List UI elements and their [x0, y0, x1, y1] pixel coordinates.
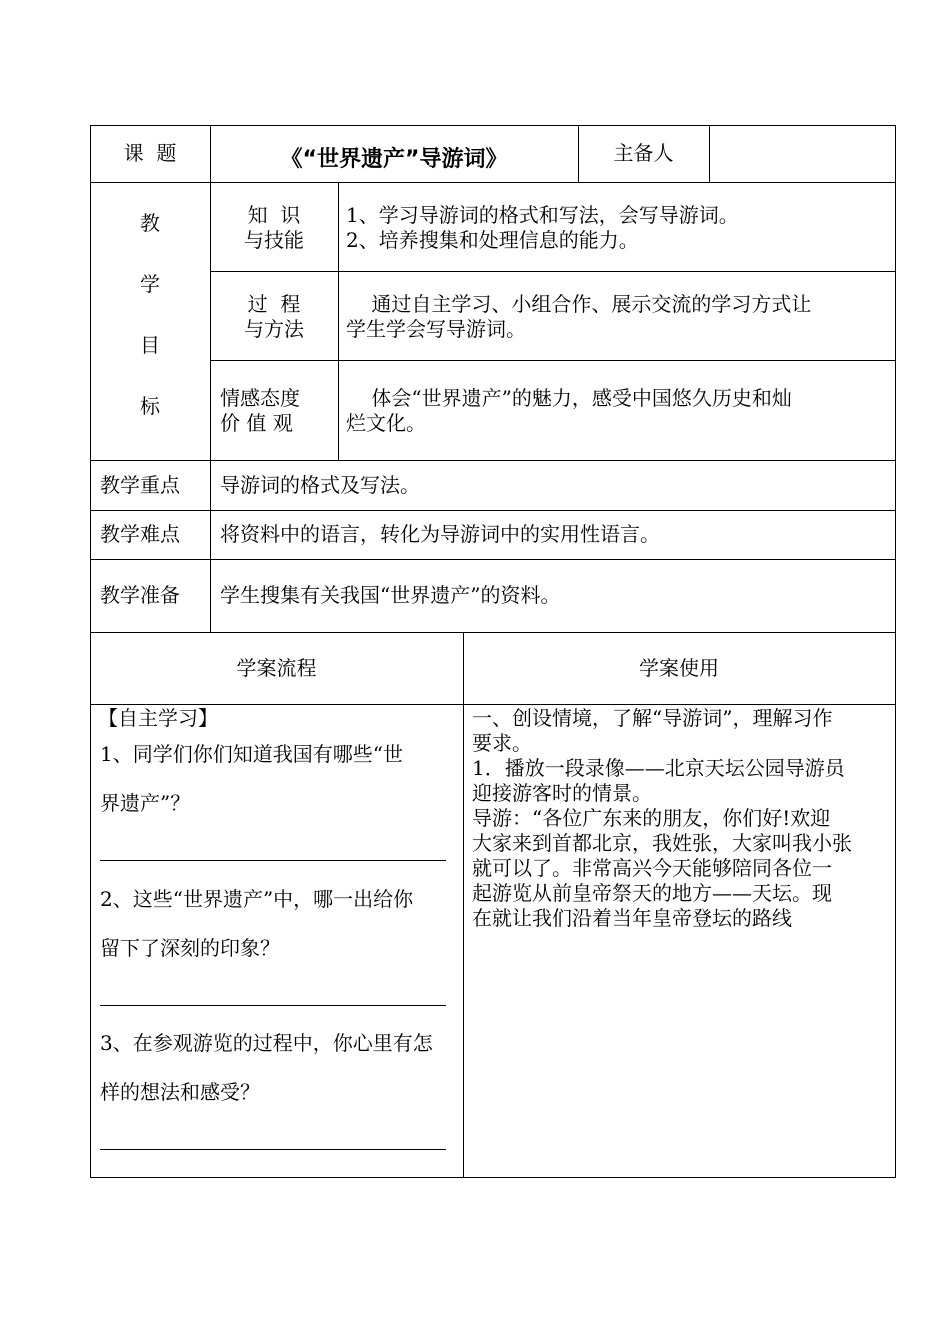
- usage-line-4: 迎接游客时的情景。: [472, 781, 652, 805]
- question-2-line1: 2、这些“世界遗产”中，哪一出给你: [100, 887, 414, 911]
- col-divider-preparer: [709, 125, 710, 183]
- objectives-label-char-3: 目: [140, 333, 160, 357]
- usage-line-7: 就可以了。非常高兴今天能够陪同各位一: [472, 856, 832, 880]
- key-points-label: 教学重点: [100, 473, 180, 497]
- usage-line-3: 1．播放一段录像——北京天坛公园导游员: [472, 756, 845, 780]
- col-divider-flow: [463, 632, 464, 1178]
- flow-right-header: 学案使用: [639, 656, 719, 680]
- row-divider-obj2: [210, 360, 896, 361]
- usage-line-1: 一、创设情境，了解“导游词”，理解习作: [472, 706, 833, 730]
- objective-3-content-line2: 烂文化。: [346, 411, 426, 435]
- usage-line-6: 大家来到首都北京，我姓张，大家叫我小张: [472, 831, 852, 855]
- usage-line-2: 要求。: [472, 731, 532, 755]
- answer-line-1: [100, 860, 446, 861]
- preparation-value: 学生搜集有关我国“世界遗产”的资料。: [220, 583, 561, 607]
- col-divider-label: [210, 125, 211, 633]
- objective-2-label-line1: 过 程: [247, 292, 301, 316]
- difficulties-value: 将资料中的语言，转化为导游词中的实用性语言。: [220, 522, 660, 546]
- row-divider-obj1: [210, 271, 896, 272]
- objective-2-label-line2: 与方法: [244, 317, 304, 341]
- col-divider-objective-sub: [338, 182, 339, 461]
- objective-2-content-line1: 通过自主学习、小组合作、展示交流的学习方式让: [346, 292, 812, 316]
- objective-1-label-line2: 与技能: [244, 228, 304, 252]
- usage-line-9: 在就让我们沿着当年皇帝登坛的路线: [472, 906, 792, 930]
- objectives-label-char-1: 教: [140, 211, 160, 235]
- objective-2-content-line2: 学生学会写导游词。: [346, 317, 526, 341]
- usage-line-5: 导游：“各位广东来的朋友，你们好!欢迎: [472, 806, 831, 830]
- objective-3-content-line1: 体会“世界遗产”的魅力，感受中国悠久历史和灿: [346, 386, 792, 410]
- objective-1-content-line2: 2、培养搜集和处理信息的能力。: [346, 228, 639, 252]
- preparation-label: 教学准备: [100, 583, 180, 607]
- table-border-right: [895, 125, 896, 1178]
- self-study-title: 【自主学习】: [98, 706, 218, 730]
- table-border-bottom: [90, 1177, 896, 1178]
- question-2-line2: 留下了深刻的印象？: [100, 936, 280, 960]
- topic-label: 课 题: [123, 141, 177, 165]
- usage-line-8: 起游览从前皇帝祭天的地方——天坛。现: [472, 881, 832, 905]
- objectives-label-char-2: 学: [140, 272, 160, 296]
- objective-3-label-line1: 情感态度: [220, 386, 300, 410]
- objective-1-content-line1: 1、学习导游词的格式和写法，会写导游词。: [346, 203, 739, 227]
- row-divider-flow-header: [90, 704, 896, 705]
- objective-3-label-line2: 价 值 观: [220, 411, 293, 435]
- difficulties-label: 教学难点: [100, 522, 180, 546]
- flow-left-header: 学案流程: [236, 656, 317, 680]
- preparer-label: 主备人: [613, 141, 674, 165]
- question-1-line2: 界遗产”？: [100, 791, 191, 815]
- topic-title: 《“世界遗产”导游词》: [280, 147, 508, 172]
- key-points-value: 导游词的格式及写法。: [220, 473, 420, 497]
- question-3-line1: 3、在参观游览的过程中，你心里有怎: [100, 1031, 433, 1055]
- answer-line-2: [100, 1005, 446, 1006]
- answer-line-3: [100, 1149, 446, 1150]
- question-3-line2: 样的想法和感受？: [100, 1080, 260, 1104]
- objectives-label-char-4: 标: [140, 394, 160, 418]
- question-1-line1: 1、同学们你们知道我国有哪些“世: [100, 742, 403, 766]
- objective-1-label-line1: 知 识: [247, 203, 301, 227]
